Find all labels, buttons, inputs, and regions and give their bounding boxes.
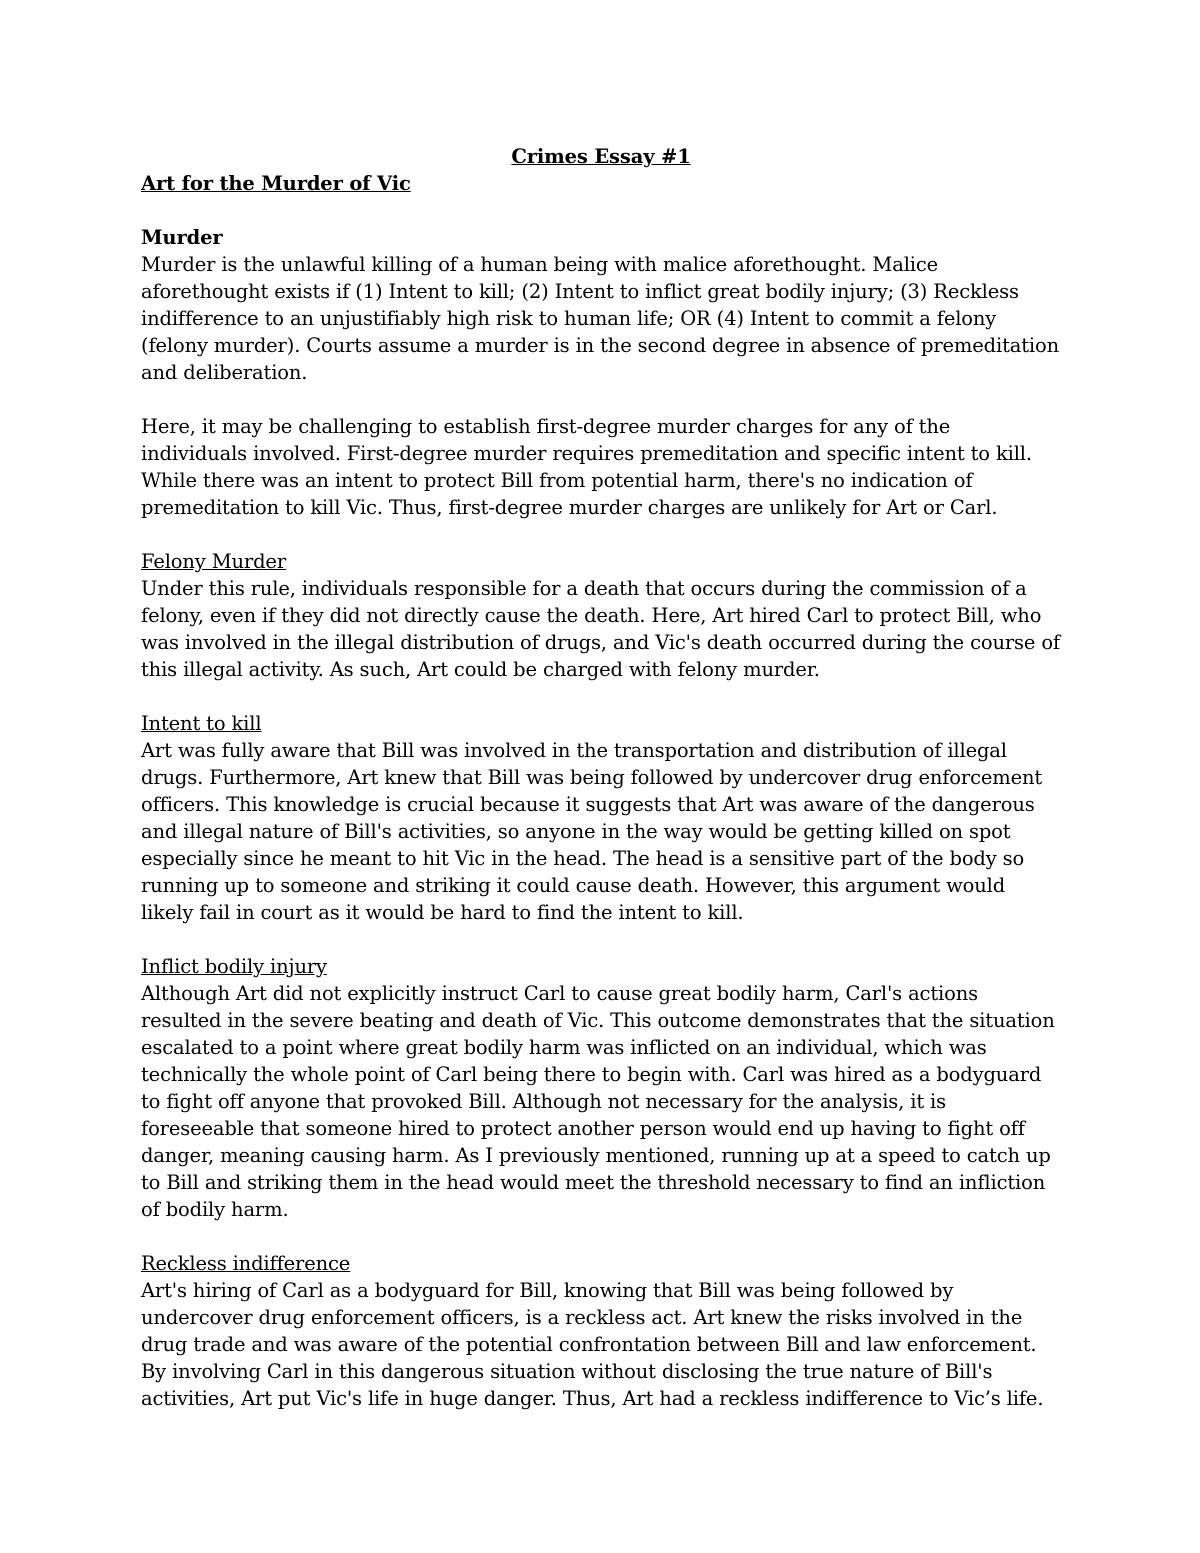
intent-to-kill-paragraph: Art was fully aware that Bill was involved in the transportation and distribution of illegal drugs. Furthermore, Art knew that Bill was being followed by undercover drug enforcement officers. This knowledge is crucial because it suggests that Art was aware of the dangerous and illegal nature of Bill's activities, so anyone in the way would be getting killed on spot especially since he meant to hit Vic in the head. The head is a sensitive part of the body so running up to someone and striking it could cause death. However, this argument would likely fail in court as it would be hard to find the intent to kill. bbox=[141, 739, 1043, 924]
murder-analysis-paragraph: Here, it may be challenging to establish first-degree murder charges for any of the individuals involved. First-degree murder requires premeditation and specific intent to kill. While there was an intent to protect Bill from potential harm, there's no indication of premeditation to kill Vic. Thus, first-degree murder charges are unlikely for Art or Carl. bbox=[141, 415, 1032, 519]
document-page bbox=[141, 143, 1061, 1439]
felony-murder-paragraph: Under this rule, individuals responsible for a death that occurs during the commission of a felony, even if they did not directly cause the death. Here, Art hired Carl to protect Bill, who was involved in the illegal distribution of drugs, and Vic's death occurred during the course of this illegal activity. As such, Art could be charged with felony murder. bbox=[141, 577, 1061, 681]
document-title: Crimes Essay #1 bbox=[511, 145, 691, 168]
intent-to-kill-heading: Intent to kill bbox=[141, 712, 262, 735]
reckless-indifference-heading: Reckless indifference bbox=[141, 1252, 351, 1275]
murder-definition-paragraph: Murder is the unlawful killing of a human being with malice aforethought. Malice aforethought exists if (1) Intent to kill; (2) Intent to inflict great bodily injury; (3) Reckless indifference to an unjustifiably high risk to human life; OR (4) Intent to commit a felony (felony murder). Courts assume a murder is in the second degree in absence of premeditation and deliberation. bbox=[141, 253, 1060, 384]
section-title: Art for the Murder of Vic bbox=[141, 172, 411, 195]
reckless-indifference-paragraph: Art's hiring of Carl as a bodyguard for Bill, knowing that Bill was being followed by undercover drug enforcement officers, is a reckless act. Art knew the risks involved in the drug trade and was aware of the potential confrontation between Bill and law enforcement. By involving Carl in this dangerous situation without disclosing the true nature of Bill's activities, Art put Vic's life in huge danger. Thus, Art had a reckless indifference to Vic’s life. bbox=[141, 1279, 1044, 1410]
murder-heading: Murder bbox=[141, 226, 223, 249]
felony-murder-heading: Felony Murder bbox=[141, 550, 286, 573]
bodily-injury-paragraph: Although Art did not explicitly instruct Carl to cause great bodily harm, Carl's actions resulted in the severe beating and death of Vic. This outcome demonstrates that the situation escalated to a point where great bodily harm was inflicted on an individual, which was technically the whole point of Carl being there to begin with. Carl was hired as a bodyguard to fight off anyone that provoked Bill. Although not necessary for the analysis, it is foreseeable that someone hired to protect another person would end up having to fight off danger, meaning causing harm. As I previously mentioned, running up at a speed to catch up to Bill and striking them in the head would meet the threshold necessary to find an infliction of bodily harm. bbox=[141, 982, 1055, 1221]
bodily-injury-heading: Inflict bodily injury bbox=[141, 955, 327, 978]
